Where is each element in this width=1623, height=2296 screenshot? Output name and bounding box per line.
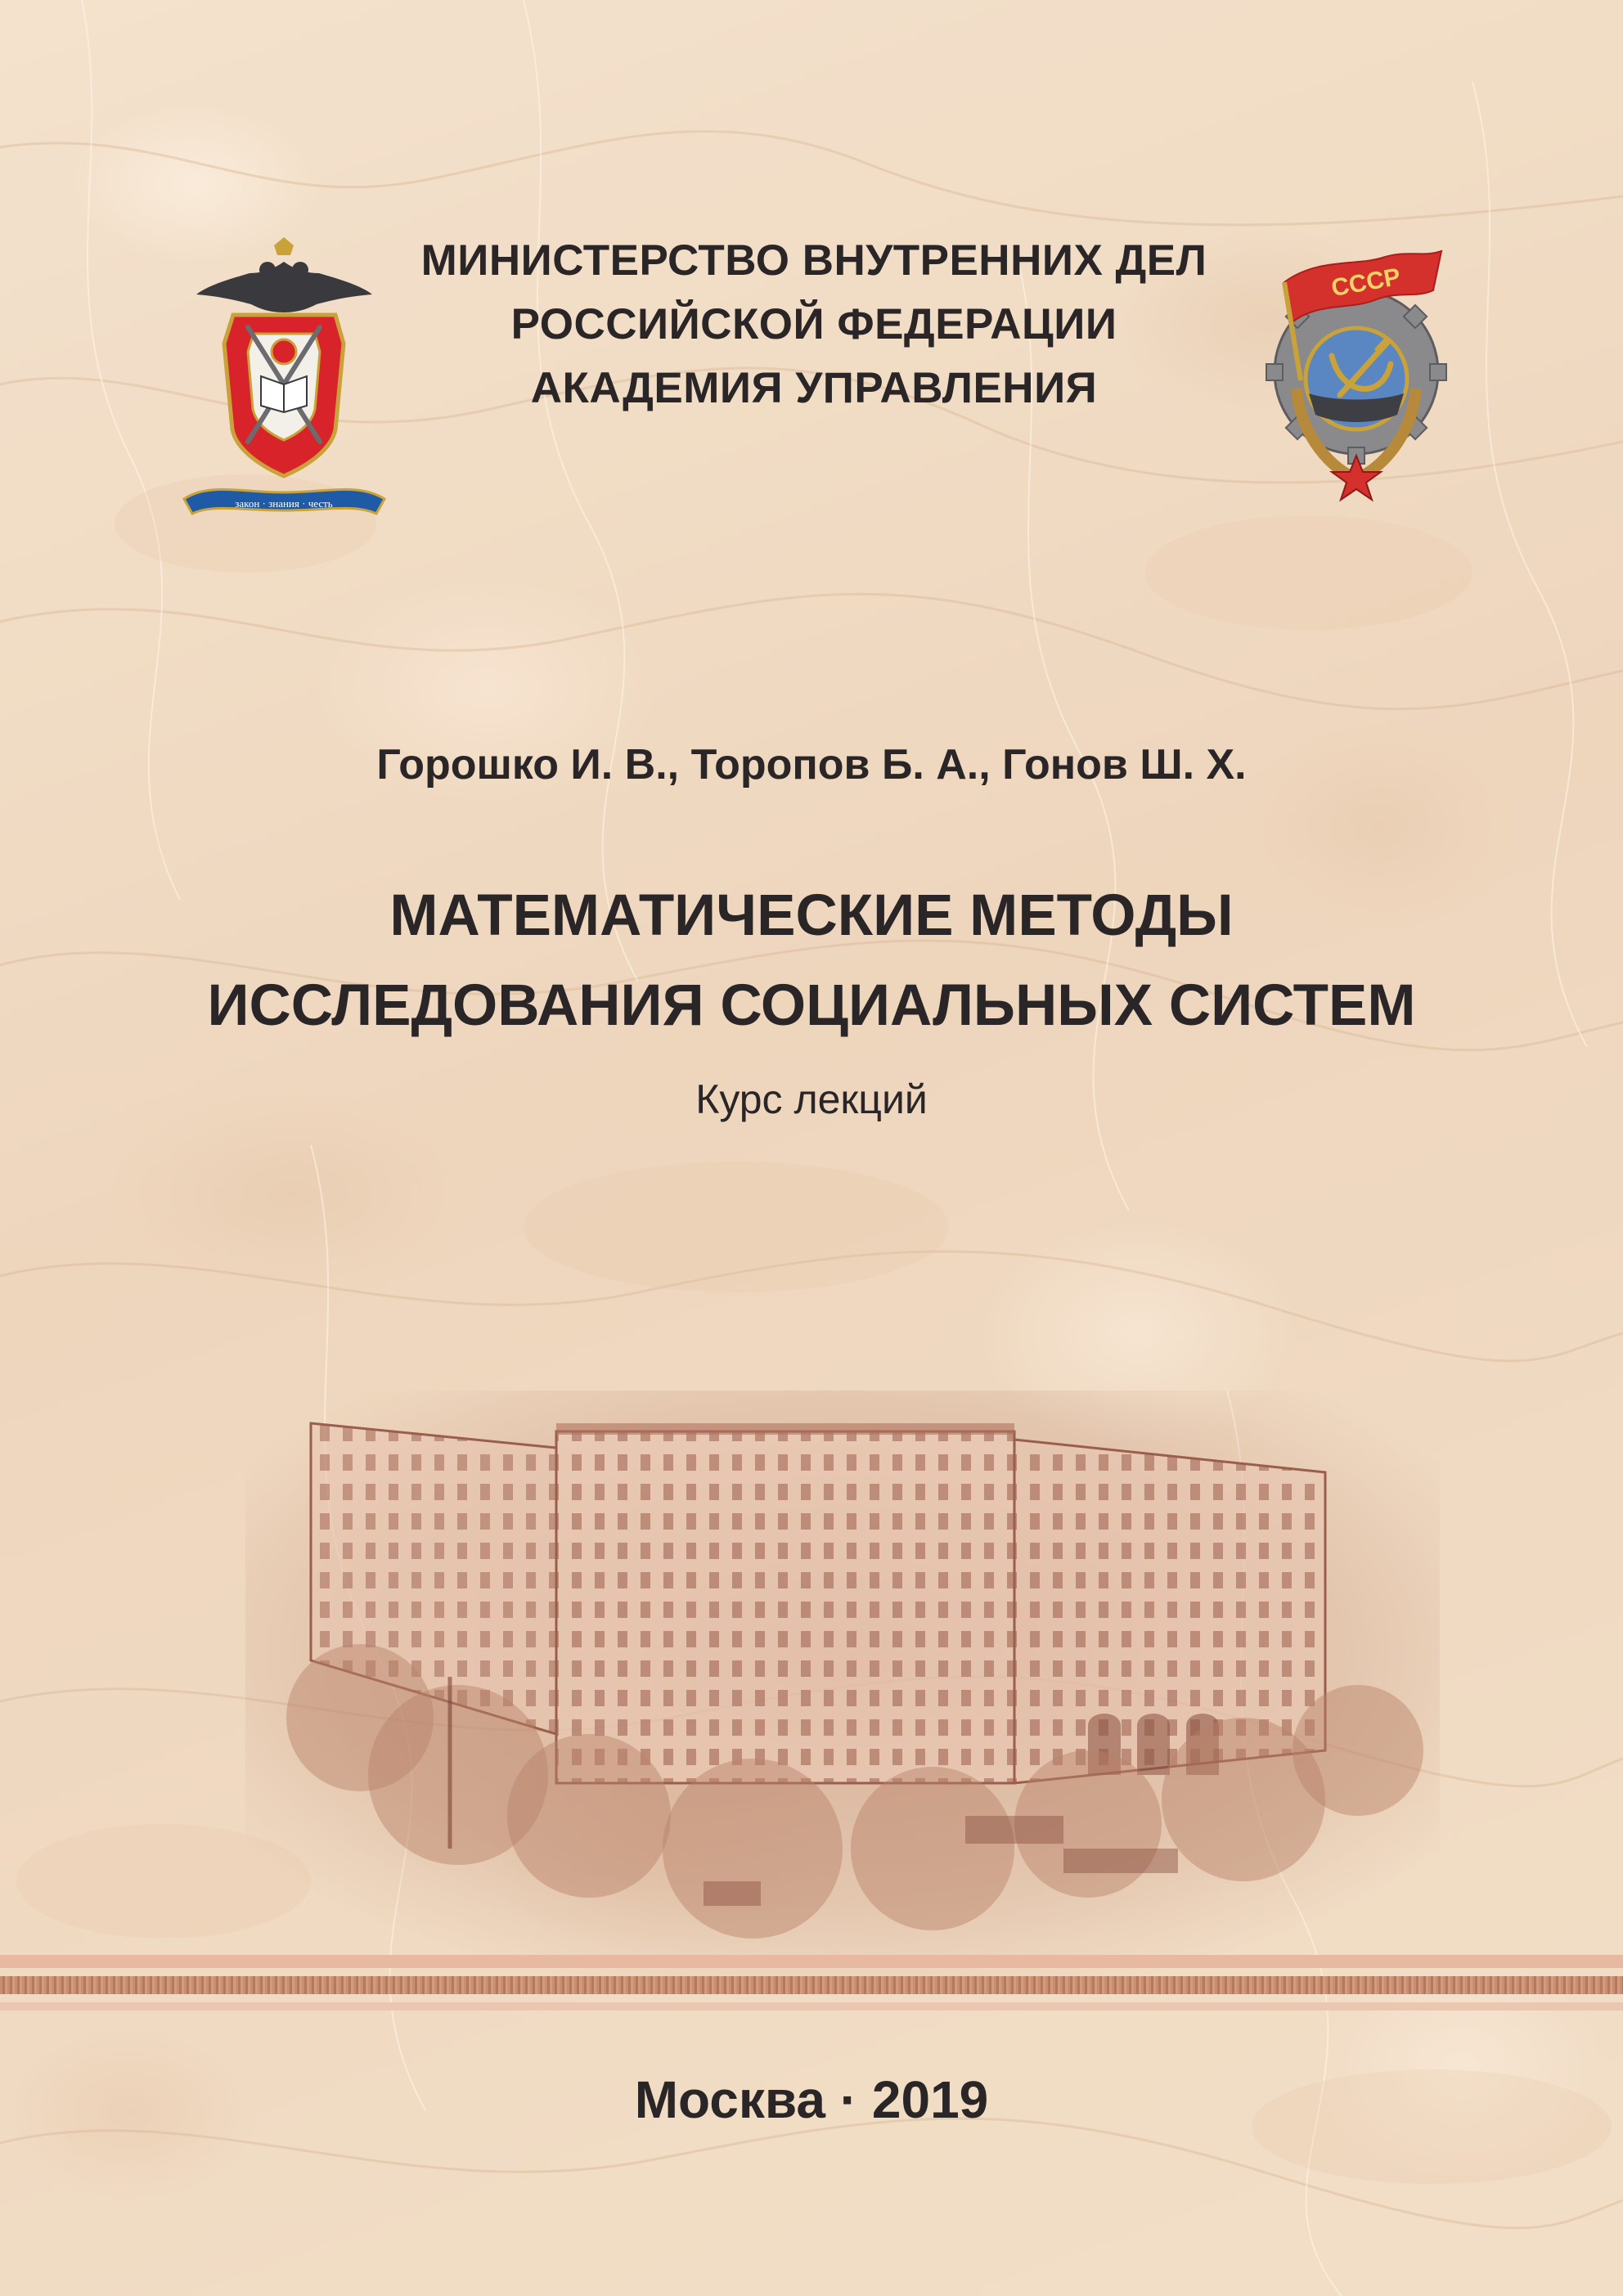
academy-coat-of-arms-icon	[176, 237, 393, 532]
book-title-line-2: ИССЛЕДОВАНИЯ СОЦИАЛЬНЫХ СИСТЕМ	[207, 973, 1416, 1038]
publisher-block	[393, 229, 1235, 420]
imprint-city-year: Москва · 2019	[634, 2070, 989, 2129]
decorative-band-middle	[0, 1976, 1623, 1994]
decorative-band-top	[0, 1955, 1623, 1968]
ribbon-text: закон · знания · честь	[235, 497, 333, 510]
book-title	[0, 871, 1623, 1051]
authors: Горошко И. В., Торопов Б. А., Гонов Ш. Х.	[376, 741, 1247, 789]
academy-building-illustration	[245, 1391, 1440, 1979]
banner-text: СССР	[1329, 263, 1403, 303]
book-title-line-1: МАТЕМАТИЧЕСКИЕ МЕТОДЫ	[389, 883, 1234, 948]
order-of-red-banner-of-labour-icon	[1252, 233, 1460, 503]
book-subtitle: Курс лекций	[695, 1076, 928, 1122]
publisher-line-1: МИНИСТЕРСТВО ВНУТРЕННИХ ДЕЛ	[420, 236, 1207, 285]
publisher-line-3: АКАДЕМИЯ УПРАВЛЕНИЯ	[530, 364, 1098, 412]
publisher-line-2: РОССИЙСКОЙ ФЕДЕРАЦИИ	[510, 300, 1117, 348]
decorative-band-bottom	[0, 2002, 1623, 2011]
